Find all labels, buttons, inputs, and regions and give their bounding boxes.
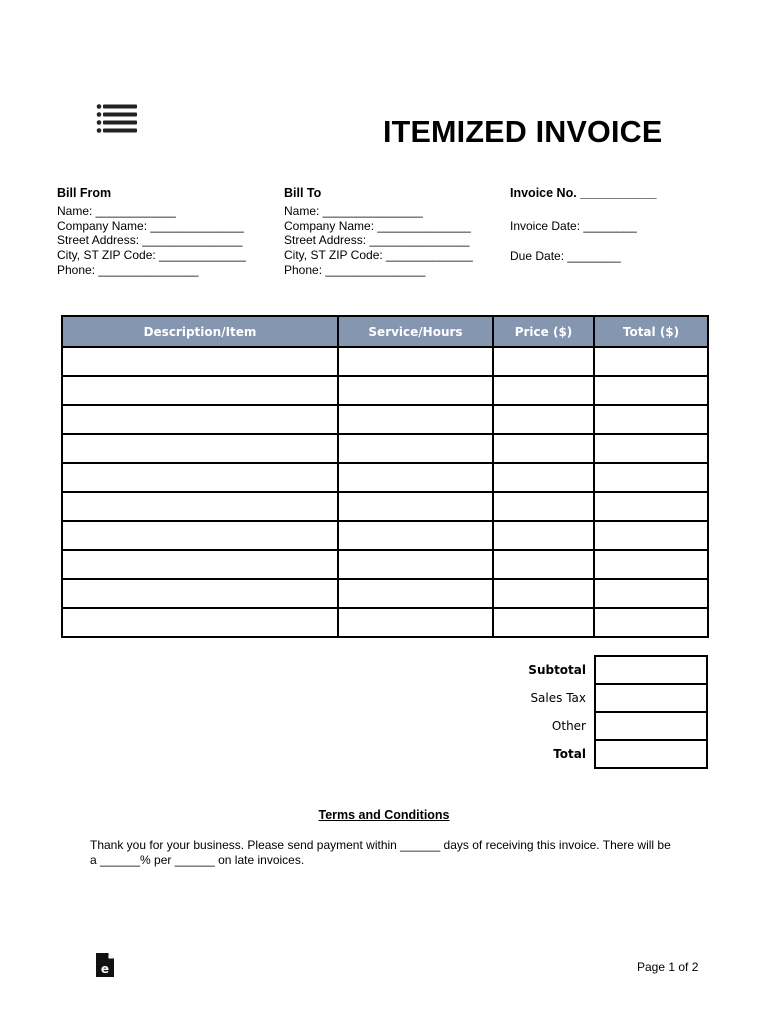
- service-hours-cell[interactable]: [338, 463, 493, 492]
- total-cell[interactable]: [594, 579, 708, 608]
- description-cell[interactable]: [62, 579, 338, 608]
- description-cell[interactable]: [62, 492, 338, 521]
- invoice-number: Invoice No. ___________: [510, 186, 657, 200]
- description-cell[interactable]: [62, 376, 338, 405]
- bill-to-street: Street Address: _______________: [284, 233, 470, 248]
- bill-from-phone: Phone: _______________: [57, 262, 199, 277]
- table-row: [62, 492, 708, 521]
- service-hours-cell[interactable]: [338, 376, 493, 405]
- description-cell[interactable]: [62, 550, 338, 579]
- other-row: [440, 712, 707, 740]
- sales-tax-label: Sales Tax: [530, 691, 586, 705]
- service-hours-cell[interactable]: [338, 608, 493, 637]
- service-hours-cell[interactable]: [338, 347, 493, 376]
- items-table: [61, 315, 709, 638]
- price-cell[interactable]: [493, 376, 594, 405]
- total-cell[interactable]: [594, 434, 708, 463]
- list-icon: [96, 103, 138, 135]
- bill-to-name: Name: _______________: [284, 203, 423, 218]
- description-cell[interactable]: [62, 608, 338, 637]
- table-header-row: [62, 316, 708, 347]
- price-cell[interactable]: [493, 492, 594, 521]
- total-cell[interactable]: [594, 405, 708, 434]
- price-cell[interactable]: [493, 434, 594, 463]
- invoice-info-section: [510, 186, 657, 263]
- table-row: [62, 463, 708, 492]
- service-hours-cell[interactable]: [338, 434, 493, 463]
- eforms-document-icon: [95, 952, 115, 978]
- bill-to-city: City, ST ZIP Code: _____________: [284, 248, 473, 263]
- other-label: Other: [551, 719, 586, 733]
- table-row: [62, 347, 708, 376]
- service-hours-cell[interactable]: [338, 521, 493, 550]
- table-row: [62, 405, 708, 434]
- table-row: [62, 376, 708, 405]
- subtotal-field[interactable]: [595, 656, 707, 684]
- total-cell[interactable]: [594, 608, 708, 637]
- total-cell[interactable]: [594, 521, 708, 550]
- terms-body: Thank you for your business. Please send payment within ______ days of receiving this invoice. There will be a ______% per ______ on late invoices.: [90, 838, 671, 867]
- column-header-service-hours: Service/Hours: [338, 316, 493, 347]
- table-row: [62, 550, 708, 579]
- price-cell[interactable]: [493, 347, 594, 376]
- invoice-date: Invoice Date: ________: [510, 218, 637, 233]
- description-cell[interactable]: [62, 405, 338, 434]
- bill-to-heading: Bill To: [284, 186, 322, 200]
- price-cell[interactable]: [493, 521, 594, 550]
- totals-table: [440, 655, 708, 769]
- total-cell[interactable]: [594, 463, 708, 492]
- total-field[interactable]: [595, 740, 707, 768]
- bill-from-section: [57, 186, 246, 278]
- subtotal-label: Subtotal: [528, 663, 586, 677]
- total-cell[interactable]: [594, 376, 708, 405]
- column-header-description: Description/Item: [62, 316, 338, 347]
- table-row: [62, 608, 708, 637]
- other-field[interactable]: [595, 712, 707, 740]
- service-hours-cell[interactable]: [338, 492, 493, 521]
- description-cell[interactable]: [62, 347, 338, 376]
- total-cell[interactable]: [594, 550, 708, 579]
- bill-to-company: Company Name: ______________: [284, 218, 471, 233]
- bill-to-section: [284, 186, 473, 278]
- due-date: Due Date: ________: [510, 248, 621, 263]
- bill-from-name: Name: ____________: [57, 203, 176, 218]
- service-hours-cell[interactable]: [338, 550, 493, 579]
- items-table-body: [62, 347, 708, 637]
- table-row: [62, 579, 708, 608]
- bill-to-phone: Phone: _______________: [284, 262, 426, 277]
- service-hours-cell[interactable]: [338, 405, 493, 434]
- page-number: Page 1 of 2: [637, 960, 699, 974]
- sales-tax-row: [440, 684, 707, 712]
- price-cell[interactable]: [493, 579, 594, 608]
- price-cell[interactable]: [493, 608, 594, 637]
- service-hours-cell[interactable]: [338, 579, 493, 608]
- description-cell[interactable]: [62, 521, 338, 550]
- bill-from-city: City, ST ZIP Code: _____________: [57, 248, 246, 263]
- column-header-price: Price ($): [493, 316, 594, 347]
- subtotal-row: [440, 656, 707, 684]
- total-label: Total: [553, 747, 586, 761]
- price-cell[interactable]: [493, 463, 594, 492]
- table-row: [62, 521, 708, 550]
- table-row: [62, 434, 708, 463]
- price-cell[interactable]: [493, 405, 594, 434]
- terms-title: Terms and Conditions: [318, 808, 450, 822]
- description-cell[interactable]: [62, 463, 338, 492]
- total-cell[interactable]: [594, 492, 708, 521]
- column-header-total: Total ($): [594, 316, 708, 347]
- total-row: [440, 740, 707, 768]
- bill-from-street: Street Address: _______________: [57, 233, 243, 248]
- invoice-title: ITEMIZED INVOICE: [383, 115, 663, 149]
- bill-from-heading: Bill From: [57, 186, 112, 200]
- svg-text:e: e: [100, 962, 110, 976]
- bill-from-company: Company Name: ______________: [57, 218, 244, 233]
- total-cell[interactable]: [594, 347, 708, 376]
- description-cell[interactable]: [62, 434, 338, 463]
- price-cell[interactable]: [493, 550, 594, 579]
- sales-tax-field[interactable]: [595, 684, 707, 712]
